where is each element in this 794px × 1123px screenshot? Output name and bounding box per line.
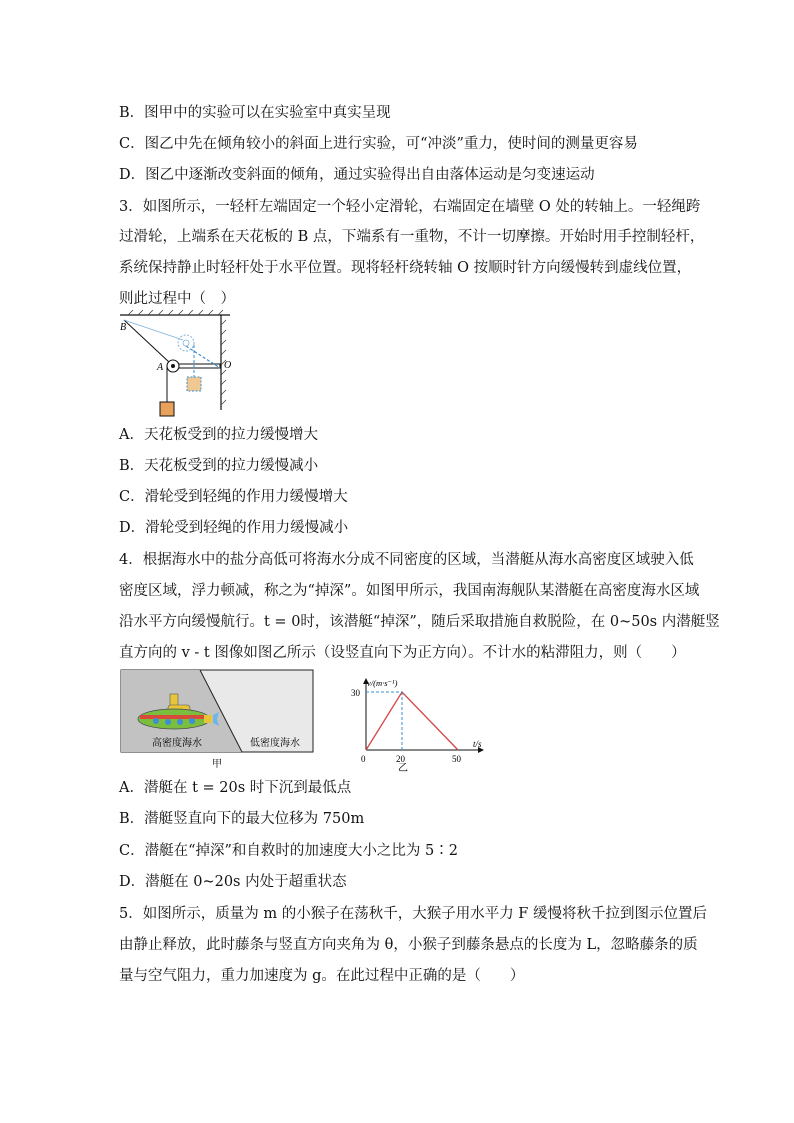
rod <box>173 364 220 368</box>
q4-option-b: B．潜艇竖直向下的最大位移为 750m <box>119 811 365 827</box>
vt-line <box>366 692 458 750</box>
q4-figure-yi <box>345 674 490 772</box>
pulley-dashed <box>178 335 194 351</box>
label-high-density: 高密度海水 <box>152 738 202 749</box>
weight <box>160 402 174 416</box>
q3-option-b: B．天花板受到的拉力缓慢减小 <box>119 458 319 474</box>
q4-stem-line-3: 沿水平方向缓慢航行。t = 0时，该潜艇“掉深”，随后采取措施自救脱险，在 0~50s 内潜艇竖 <box>119 614 720 630</box>
q3-option-a: A．天花板受到的拉力缓慢增大 <box>119 427 318 443</box>
ceiling-hatching <box>128 310 223 315</box>
weight-dashed <box>187 377 201 391</box>
q4-stem-line-2: 密度区域，浮力顿减，称之为“掉深”。如图甲所示，我国南海舰队某潜艇在高密度海水区域 <box>119 583 700 599</box>
q5-stem-line-2: 由静止释放，此时藤条与竖直方向夹角为 θ，小猴子到藤条悬点的长度为 L，忽略藤条的质 <box>119 937 698 953</box>
tick-50: 50 <box>452 754 461 764</box>
q4-figure-jia <box>120 669 315 769</box>
x-axis-label: t/s <box>473 739 482 749</box>
q5-stem-line-3: 量与空气阻力，重力加速度为 g。在此过程中正确的是（ ） <box>119 968 525 984</box>
q2-option-c: C．图乙中先在倾角较小的斜面上进行实验，可“冲淡”重力，使时间的测量更容易 <box>119 136 638 152</box>
label-o: O <box>224 360 232 371</box>
q3-stem-line-1: 3．如图所示，一轻杆左端固定一个轻小定滑轮，右端固定在墙壁 O 处的转轴上。一轻绳跨 <box>119 199 701 215</box>
tick-30: 30 <box>351 688 360 698</box>
rope-b-to-new-pulley <box>124 320 183 340</box>
q4-option-d: D．潜艇在 0~20s 内处于超重状态 <box>119 874 347 890</box>
q3-stem-line-3: 系统保持静止时轻杆处于水平位置。现将轻杆绕转轴 O 按顺时针方向缓慢转到虚线位置， <box>119 260 692 276</box>
q5-stem-line-1: 5．如图所示，质量为 m 的小猴子在荡秋千，大猴子用水平力 F 缓慢将秋千拉到图示位置后 <box>119 906 707 922</box>
label-a: A <box>157 362 164 373</box>
tick-20: 20 <box>396 754 405 764</box>
q2-option-d: D．图乙中逐渐改变斜面的倾角，通过实验得出自由落体运动是匀变速运动 <box>119 167 595 183</box>
q3-option-c: C．滑轮受到轻绳的作用力缓慢增大 <box>119 489 348 505</box>
y-axis-label: v/(m·s⁻¹) <box>367 678 398 688</box>
q3-stem-line-4: 则此过程中（ ） <box>119 291 235 307</box>
label-b: B <box>120 322 127 333</box>
q2-option-b: B．图甲中的实验可以在实验室中真实呈现 <box>119 105 391 121</box>
label-low-density: 低密度海水 <box>250 738 300 749</box>
q3-option-d: D．滑轮受到轻绳的作用力缓慢减小 <box>119 520 349 536</box>
tick-origin: 0 <box>361 754 366 764</box>
q4-option-c: C．潜艇在“掉深”和自救时的加速度大小之比为 5∶2 <box>119 843 458 859</box>
q3-pulley-figure <box>118 310 238 420</box>
q4-stem-line-1: 4．根据海水中的盐分高低可将海水分成不同密度的区域，当潜艇从海水高密度区域驶入低 <box>119 552 694 568</box>
caption-yi: 乙 <box>398 763 408 772</box>
q4-stem-line-4: 直方向的 v - t 图像如图乙所示（设竖直向下为正方向）。不计水的粘滞阻力，则（ ） <box>119 645 686 661</box>
q4-option-a: A．潜艇在 t = 20s 时下沉到最低点 <box>119 780 352 796</box>
rope-b-to-a <box>124 320 170 363</box>
caption-jia: 甲 <box>212 759 222 769</box>
q3-stem-line-2: 过滑轮，上端系在天花板的 B 点，下端系有一重物，不计一切摩擦。开始时用手控制轻杆， <box>119 229 705 245</box>
